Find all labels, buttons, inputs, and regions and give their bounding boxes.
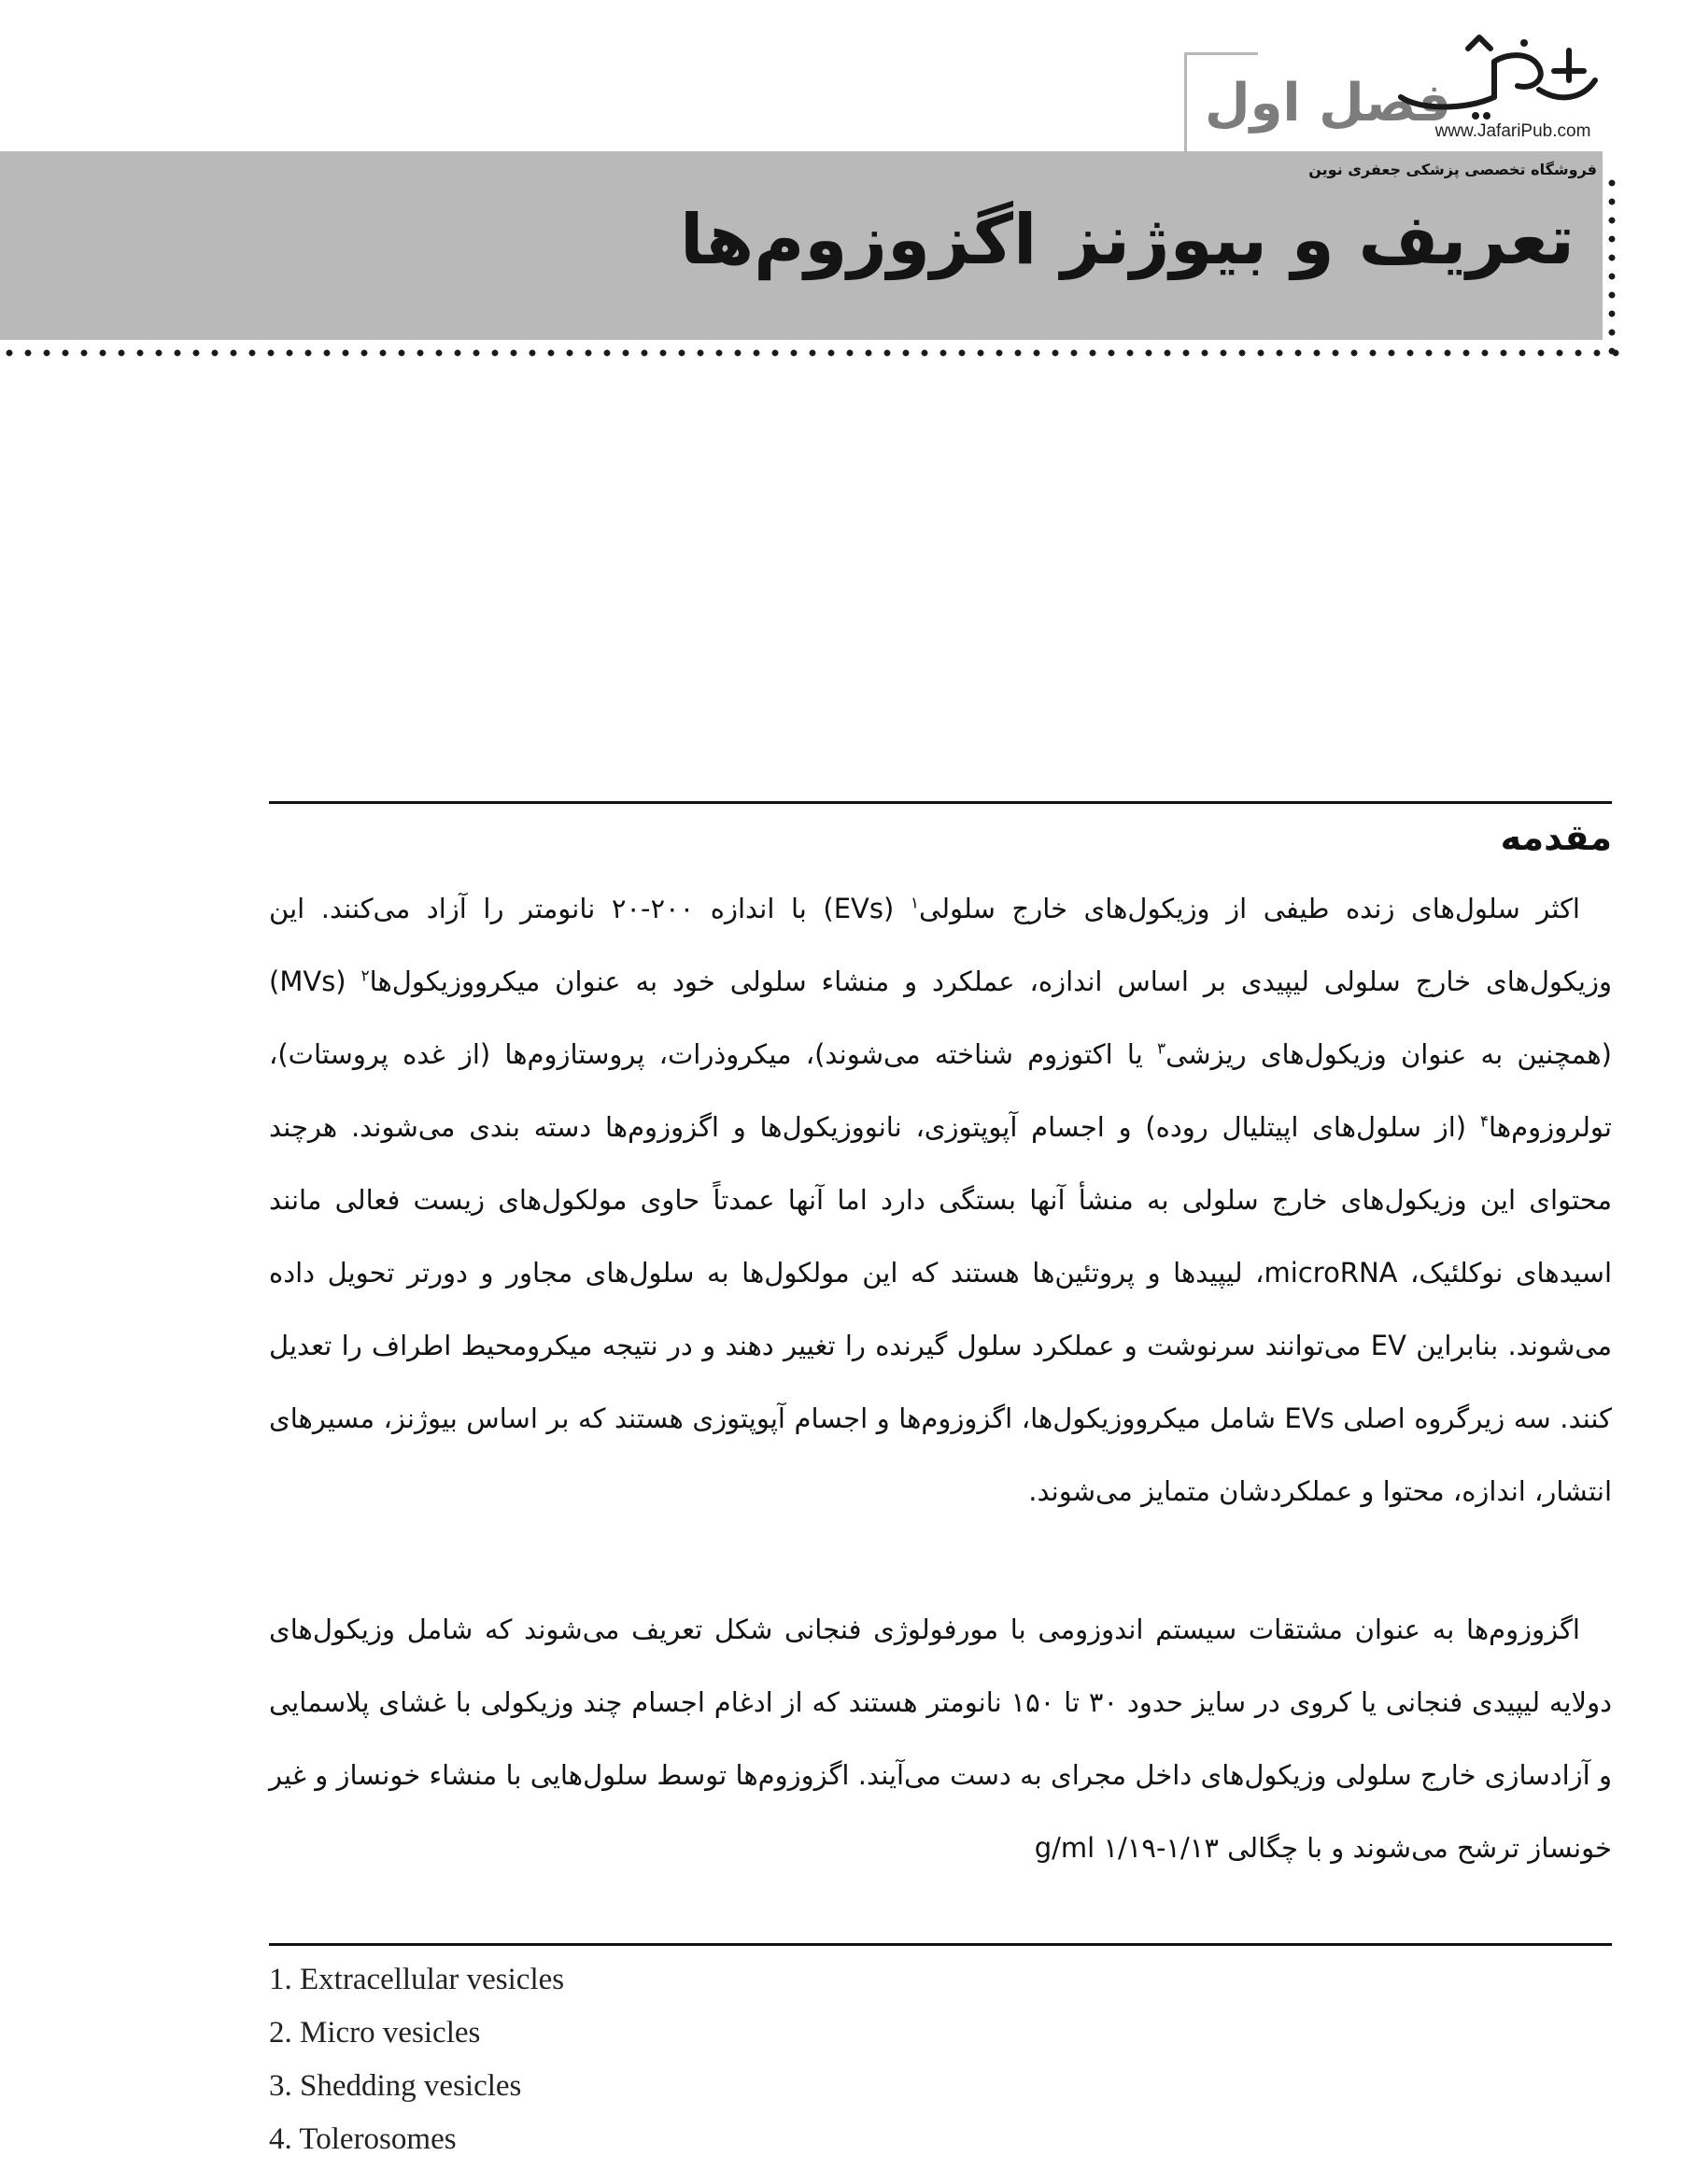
footnote-divider bbox=[269, 1943, 1612, 1946]
footnote-item: 1. Extracellular vesicles bbox=[269, 1963, 565, 1996]
chapter-header-band bbox=[0, 151, 1603, 340]
chapter-label: فصل اول bbox=[1205, 73, 1451, 134]
footnote-item: 2. Micro vesicles bbox=[269, 2016, 481, 2050]
dotted-border-vertical bbox=[1608, 174, 1616, 357]
publisher-logo-icon bbox=[1382, 24, 1616, 127]
dotted-border-horizontal bbox=[0, 349, 1619, 357]
footnote-ref-2: ۲ bbox=[360, 966, 370, 986]
section-divider bbox=[269, 801, 1612, 804]
paragraph-exosomes: اگزوزوم‌ها به عنوان مشتقات سیستم اندوزومی با مورفولوژی فنجانی شکل تعریف می‌شوند که شامل وزیکول‌های دولایه لیپیدی فنجانی یا کروی در سایز حدود ۳۰ تا ۱۵۰ نانومتر هستند که از ادغام اجسام چند وزیکولی با غشای پلاسمایی و آزادسازی خارج سلولی وزیکول‌های داخل مجرای به دست می‌آیند. اگزوزوم‌ها توسط سلول‌هایی با منشاء خونساز و غیر خونساز ترشح می‌شوند و با چگالی g/ml ۱/۱۹-۱/۱۳ bbox=[269, 1613, 1613, 1864]
paragraph-text: (EVs) با اندازه ۲۰۰-۲۰ نانومتر را آزاد می‌کنند. این وزیکول‌های خارج سلولی لیپیدی بر اساس اندازه، عملکرد و منشاء سلولی خود به عنوان میکرووزیکول‌ها bbox=[269, 893, 1612, 997]
footnote-ref-4: ۴ bbox=[1479, 1112, 1489, 1132]
paragraph-text: (از سلول‌های اپیتلیال روده) و اجسام آپوپتوزی، نانووزیکول‌ها و اگزوزوم‌ها دسته بندی می‌شوند. هرچند محتوای این وزیکول‌های خارج سلولی به منشأ آنها بستگی دارد اما آنها عمدتاً حاوی مولکول‌های زیست فعالی مانند اسیدهای نوکلئیک، microRNA، لیپیدها و پروتئین‌ها هستند که این مولکول‌ها به سلول‌های مجاور و دورتر تحویل داده می‌شوند. بنابراین EV می‌توانند سرنوشت و عملکرد سلول گیرنده را تغییر دهند و در نتیجه میکرومحیط اطراف را تعدیل کنند. سه زیرگروه اصلی EVs شامل میکرووزیکول‌ها، اگزوزوم‌ها و اجسام آپوپتوزی هستند که بر اساس بیوژنز، مسیرهای انتشار، اندازه، محتوا و عملکردشان متمایز می‌شوند. bbox=[269, 1111, 1613, 1507]
chapter-title: تعریف و بیوژنز اگزوزوم‌ها bbox=[680, 200, 1575, 280]
footnote-ref-3: ۳ bbox=[1156, 1039, 1166, 1059]
paragraph-intro bbox=[269, 872, 1612, 1528]
section-heading: مقدمه bbox=[1500, 817, 1612, 858]
footnote-ref-1: ۱ bbox=[910, 894, 920, 913]
paragraph-text: یا اکتوزوم شناخته می‌شوند)، میکروذرات، پروستازوم‌ها (از غده پروستات)، تولروزوم‌ها bbox=[269, 1038, 1612, 1143]
paragraph-text: اکثر سلول‌های زنده طیفی از وزیکول‌های خارج سلولی bbox=[919, 893, 1580, 924]
footnote-list bbox=[269, 1953, 1109, 2166]
paragraph-text: (MVs) (همچنین به عنوان وزیکول‌های ریزشی bbox=[269, 965, 1612, 1070]
publisher-url: www.JafariPub.com bbox=[1434, 121, 1591, 141]
footnote-item: 4. Tolerosomes bbox=[269, 2122, 457, 2156]
footnote-item: 3. Shedding vesicles bbox=[269, 2069, 522, 2103]
store-name: فروشگاه تخصصی پزشکی جعفری نوین bbox=[1308, 161, 1597, 178]
